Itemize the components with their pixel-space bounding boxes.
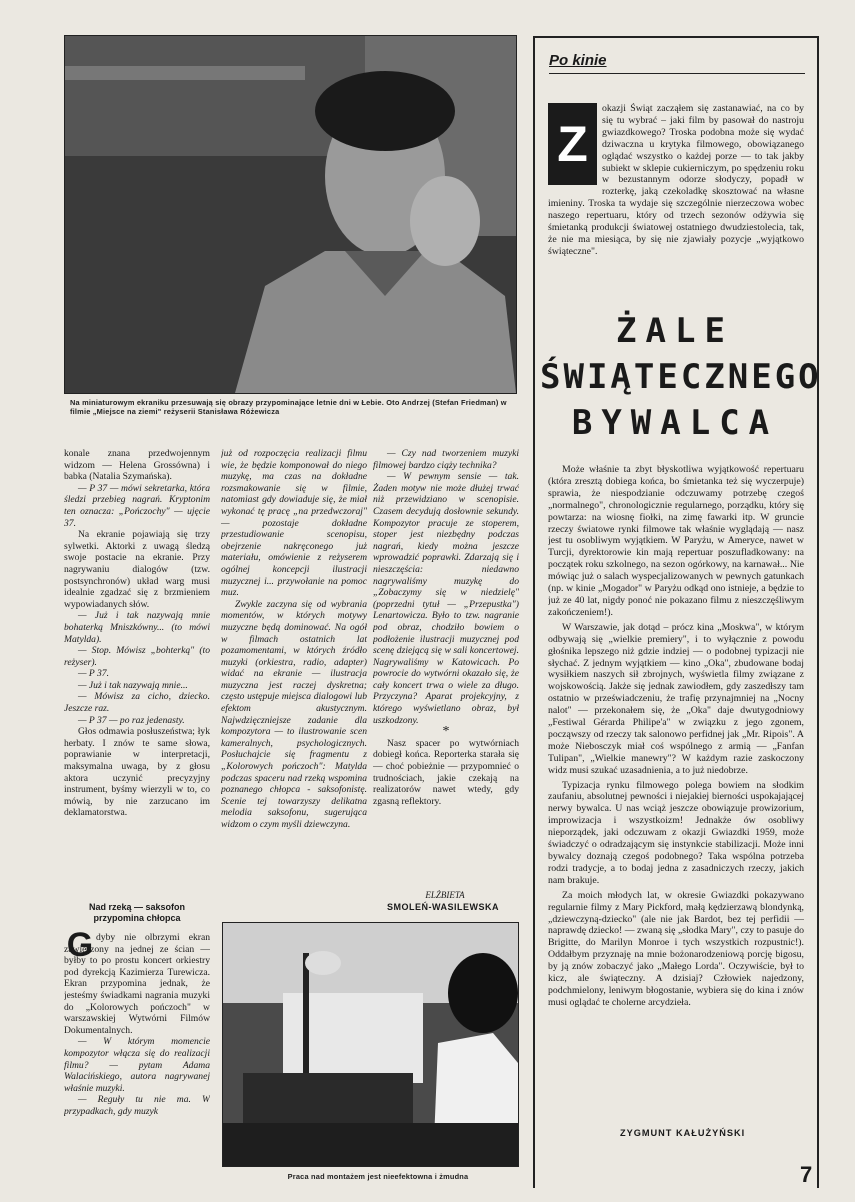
- dropcap-g: G: [66, 925, 94, 964]
- paragraph: — P 37.: [78, 668, 110, 680]
- dropcap-z: Z: [548, 103, 597, 185]
- headline-line-2: ŚWIĄTECZNEGO: [540, 357, 822, 397]
- paragraph: — Stop. Mówisz „bohterką" (to reżyser).: [64, 645, 210, 668]
- top-photo-caption: Na miniaturowym ekraniku przesuwają się obrazy przypominające letnie dni w Łebie. Oto Andrzej (Stefan Friedman) w filmie „Miejsce na ziemi" reżyserii Stanisława Różewicza: [70, 398, 507, 416]
- paragraph: dyby nie olbrzymi ekran zawieszony na jednej ze ścian — byłby to po prostu koncert orkiestry pod dyrekcją Kazimierza Turewicza. Ekran przypomina jednak, że jesteśmy świadkami nagrania muzyki do „Kolorowych pończoch" w warszawskiej Wytwórni Filmów Dokumentalnych.: [64, 932, 210, 1036]
- paragraph: — P 37 — mówi sekretarka, która śledzi przebieg nagrań. Kryptonim ten oznacza: „Pończochy" — ujęcie 37.: [64, 482, 210, 529]
- top-photo: [64, 35, 517, 394]
- author-right: ZYGMUNT KAŁUŻYŃSKI: [620, 1128, 746, 1138]
- dropcap-spacer: [548, 103, 602, 187]
- paragraph: — W którym momencie kompozytor włącza się do realizacji filmu? — pytam Adama Walacińskiego, autora nagrywanej właśnie muzyki.: [64, 1036, 210, 1094]
- headline-line-1: ŻALE: [616, 311, 734, 351]
- paragraph: — Już i tak nazywają mnie bohaterką Mniszkówny... (to mówi Matylda).: [64, 610, 210, 645]
- intro-text: okazji Świąt zacząłem się zastanawiać, na co by się tu wybrać – jaki film by pasował do nastroju gwiazdkowego? Troska podobna może się wydać dziwaczna u krytyka filmowego, obowiązanego oglądać wszystko o każdej porze — to tak jakby subiekt w sklepie cukierniczym, po spędzeniu roku w bezustannym odorze słodyczy, popadł w rozterkę, jaką czekoladkę skosztować na własne imieniny. Troska ta wydaje się szczególnie nierzeczowa wobec naszego repertuaru, który od trzech sezonów odżywia się śmietanką produkcji światowej ostatniego dwudziestolecia, tak, że nie ma miesiąca, by się nie zjawiały pozycje „wyjątkowo świąteczne".: [548, 103, 804, 257]
- paragraph: W Warszawie, jak dotąd – prócz kina „Moskwa", w którym odbywają się „wielkie premiery", i to wyłącznie z powodu głośnika lepszego niż gdzie indziej — o podobnej typizacji nie słychać. Z jednym wyjątkiem — kino „Oka", zbudowane bodaj wysiłkiem naszych sił zbrojnych, wyświetla filmy związane z wojskowością. Jakże się jednak zawiodłem, gdy zaszedłszy tam ostatnio w przeświadczeniu, że trafię przynajmniej na „Nocny nalot" — przekonałem się, że „Oka" daje dwutygodniowy „Festiwal Gérarda Philipe'a" w związku z jego zgonem, począwszy od rzeczy tak salonowo perfidnej jak „Mr. Ripois". A może Niebosczyk miał coś wspólnego z armią — „Fanfan Tulipan", „Wielkie manewry"? W każdym razie zaskoczony widz musi szukać uzasadnienia, a to już niedobrze.: [548, 621, 804, 776]
- bottom-photo-caption: Praca nad montażem jest nieefektowna i żmudna: [287, 1172, 469, 1181]
- bottom-photo: [222, 922, 519, 1167]
- right-intro: [548, 103, 804, 303]
- left-col-3: [373, 448, 519, 888]
- paragraph: — W pewnym sensie — tak. Żaden motyw nie może dłużej trwać niż przewidziano w scenopisie. Czasem decydują dosłownie sekundy. Kompozytor pracuje ze stoperem, stoper jest niezbędny podczas nagrań, kiedy można jeszcze wprowadzić poprawki. Zdarzają się i nieszczęścia: niedawno nagrywaliśmy muzykę do „Zobaczymy się w niedzielę" (poprzedni tytuł — „Przepustka") Lenartowicza. Było to tzw. nagranie pod obraz, chodziło bowiem o podłożenie ilustracji muzycznej pod scenę dziejącą się w sali koncertowej. Nagrywaliśmy w Katowicach. Po powrocie do wytwórni okazało się, że cały koncert trwa o wiele za długo. Przyczyna? Aparat projekcyjny, z którego wyświetlano obraz, był uszkodzony.: [373, 471, 519, 726]
- paragraph: — Już i tak nazywają mnie...: [78, 679, 188, 691]
- paragraph: — Mówisz za cicho, dziecko. Jeszcze raz.: [64, 691, 210, 715]
- left-col-2: [221, 448, 367, 916]
- page-number: 7: [800, 1162, 813, 1187]
- subheading: Nad rzeką — saksofon przypomina chłopca: [88, 902, 186, 923]
- headline-line-3: BYWALCA: [571, 403, 779, 443]
- paragraph: Typizacja rynku filmowego polega bowiem na słodkim zaufaniu, absolutnej pewności i niejakiej bierności uspokajającej nerwy bywalca. U nas wciąż jeszcze obowiązuje prowizorium, improwizacja i wszystkoizm! Jednakże ów osobliwy nieporządek, jaki odczuwam z okazji Gwiazdki 1959, może świadczyć o odradzającym się instynkcie stabilizacji. Może inni bywalcy doznają czegoś podobnego? Taka wspólna potrzeba rodzi tradycje, a to bodaj jedna z zasadniczych rzeczy, jakich nam brakuje.: [548, 779, 804, 886]
- paragraph: konale znana przedwojennym widzom — Helena Grossówna) i babka (Natalia Szymańska).: [64, 448, 210, 483]
- bottom-photo-image: [223, 923, 518, 1166]
- author-left-1: ELŻBIETA: [425, 890, 465, 900]
- left-col-1: [64, 448, 210, 893]
- paragraph: Na ekranie pojawiają się trzy sylwetki. Aktorki z uwagą śledzą swoje postacie na ekranie. Przy nagrywaniu dialogów (tzw. postsynchronów) układ warg musi idealnie zgadzać się z brzmieniem wypowiadanych słów.: [64, 529, 210, 610]
- section-rule: [549, 73, 805, 74]
- paragraph: — Reguły tu nie ma. W przypadkach, gdy muzyk: [64, 1094, 210, 1117]
- paragraph: już od rozpoczęcia realizacji filmu wie, że będzie komponował do niego muzykę, ma czas na dokładne rozsmakowanie się w filmie, natomiast gdy dowiaduje się, że miał wykonać tę pracę „na przedwczoraj" — pozostaje dokładne przestudiowanie scenopisu, obejrzenie nakręconego już materiału, omówienie z reżyserem ogólnej koncepcji ilustracji muzycznej i... przywołanie na pomoc muz.: [221, 448, 367, 599]
- paragraph: Może właśnie ta zbyt błyskotliwa wyjątkowość repertuaru (która zresztą dobiega końca, bo śmietanka też się wyczerpuje) sprawia, że niespodzianie odczuwamy potrzebę czegoś „normalnego", chronologicznie regularnego, porządku, który się powtarza: na wiosnę fiołki, na zimę fawarki itp. W gruncie rzeczy światowe rynki filmowe tak właśnie wyglądają — nasz jest tu osobliwym wyjątkiem. W Paryżu, w Ameryce, nawet w Turcji, dyrektorowie kin mają repertuar poszufladkowany: na początek roku szkolnego, na sezon ogórkowy, na karnawał... Nie mówiąc już o salach wyspecjalizowanych w pewnych gatunkach (np. w kinie „Mogador" w Paryżu odkąd ono istnieje, a będzie to już ze 40 lat, nigdy ponoć nie pokazano filmu z nieszczęśliwym zakończeniem!).: [548, 464, 804, 618]
- paragraph: Zwykle zaczyna się od wybrania momentów, w których motywy muzyczne będą dominować. Na ogół w filmach ostatnich lat pozamomentami, w których źródło muzyki (orkiestra, radio, adapter) widać na ekranie — ilustracja muzyczna jest raczej dyskretna; często ustępuje miejsca dialogowi lub efektom akustycznym. Najwdzięczniejsze zadanie dla kompozytora — to ilustrowanie scen kameralnych, psychologicznych. Posłuchajcie się fragmentu z „Kolorowych pończoch": Matylda podczas spaceru nad rzeką wspomina poznanego chłopca - saksofonistę. Scenie tej towarzyszy delikatna melodia saksofonu, sugerująca widzom o czym myśli dziewczyna.: [221, 598, 367, 830]
- top-photo-image: [65, 36, 516, 393]
- paragraph: Głos odmawia posłuszeństwa; łyk herbaty. I znów te same słowa, poprawianie w interpretacji, maksymalna uwaga, by z głosu aktora uczynić precyzyjny instrument, byśmy wierzyli w to, co mówią, by nie zarzucano im deklamatorstwa.: [64, 726, 210, 819]
- author-left-2: SMOLEŃ-WASILEWSKA: [387, 902, 499, 912]
- separator-asterisk: *: [442, 724, 450, 740]
- section-label: Po kinie: [549, 52, 607, 69]
- left-col-1b: [64, 925, 210, 1182]
- paragraph: — P 37 — po raz jedenasty.: [78, 714, 185, 726]
- paragraph: — Czy nad tworzeniem muzyki filmowej bardzo ciąży technika?: [373, 448, 519, 471]
- right-body: [548, 464, 804, 1124]
- paragraph: Za moich młodych lat, w okresie Gwiazdki pokazywano regularnie filmy z Mary Pickford, małą kędzierzawą blondynką, „dziewczyną-dziecko" (ale nie jak Bardot, bez tej perfidii — naprawdę dziecko! — zwaną się „słodka Mary", czy to pasuje do Brigitte, do Marilyn Monroe i tych wszystkich rozpustnic!). Oddałbym przyznaję na mnie bożonarodzeniową porcję bigosu, by ją znów zobaczyć jako „Małego Lorda". Oczywiście, był to kicz, ale świąteczny. A dzisiaj? Człowiek najedzony, podchmielony, leniwym błogostanie, wybiera się do kina i znów musi oglądać te cholerne arcydzieła.: [548, 889, 804, 1008]
- paragraph: Nasz spacer po wytwórniach dobiegł końca. Reporterka starała się — choć pobieżnie — przypomnieć o trudnościach, jakie czekają na realizatorów nawet wtedy, gdy zgasną reflektory.: [373, 737, 519, 807]
- headline: [540, 308, 822, 446]
